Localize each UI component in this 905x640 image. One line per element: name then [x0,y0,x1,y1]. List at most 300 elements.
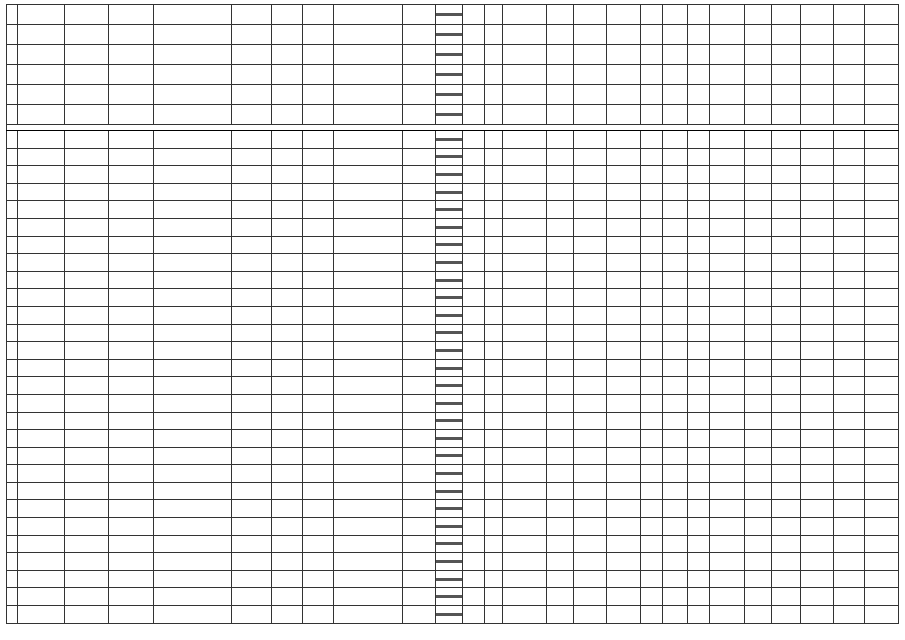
table-cell [333,430,402,448]
subrow [436,193,462,194]
table-cell [574,105,607,125]
table-cell [834,218,865,236]
table-cell [772,271,801,289]
table-cell [607,201,640,219]
subrow [436,404,462,405]
table-cell [800,85,833,105]
table-cell [402,105,435,125]
table-cell [800,324,833,342]
table-cell [231,606,271,624]
table-cell [271,412,302,430]
table-cell [865,254,899,272]
table-row [7,254,899,272]
stacked-subrows [436,419,462,422]
table-cell [607,148,640,166]
table-cell [302,377,333,395]
table-cell [800,289,833,307]
table-cell [109,535,153,553]
table-cell [231,131,271,149]
table-cell [302,430,333,448]
table-cell [663,518,687,536]
table-cell [502,5,546,25]
table-cell [502,570,546,588]
table-cell [18,289,65,307]
table-cell [402,482,435,500]
table-cell [607,500,640,518]
table-cell [436,131,463,149]
table-cell [7,430,18,448]
table-cell [271,359,302,377]
table-cell [865,306,899,324]
table-cell [865,324,899,342]
table-cell [547,377,574,395]
table-cell [402,447,435,465]
stacked-subrows [436,93,462,96]
table-row [7,271,899,289]
table-cell [231,394,271,412]
table-cell [745,447,772,465]
table-cell [547,324,574,342]
table-row [7,447,899,465]
table-cell [865,412,899,430]
table-cell [18,606,65,624]
table-cell [462,482,484,500]
table-cell [64,518,108,536]
table-cell [663,465,687,483]
table-cell [333,254,402,272]
table-cell [462,306,484,324]
table-cell [547,105,574,125]
table-row [7,359,899,377]
table-cell [153,131,231,149]
table-cell [687,570,709,588]
table-cell [302,447,333,465]
table-cell [109,85,153,105]
table-cell [709,359,745,377]
table-cell [271,518,302,536]
table-cell [436,218,463,236]
table-cell [462,570,484,588]
table-cell [547,447,574,465]
table-cell [231,306,271,324]
table-cell [574,218,607,236]
table-cell [231,85,271,105]
table-cell [64,236,108,254]
table-cell [834,236,865,254]
table-row [7,588,899,606]
table-cell [302,482,333,500]
table-cell [745,606,772,624]
table-cell [547,518,574,536]
table-cell [462,25,484,45]
table-cell [607,518,640,536]
table-cell [745,45,772,65]
table-cell [231,377,271,395]
table-cell [436,324,463,342]
table-cell [745,465,772,483]
table-cell [502,430,546,448]
table-cell [485,183,503,201]
table-cell [436,430,463,448]
table-cell [462,131,484,149]
table-cell [547,148,574,166]
table-cell [865,289,899,307]
table-cell [109,45,153,65]
table-cell [7,342,18,360]
table-row [7,183,899,201]
table-cell [271,342,302,360]
table-cell [574,148,607,166]
table-cell [607,430,640,448]
table-cell [709,430,745,448]
table-cell [687,45,709,65]
table-cell [663,306,687,324]
table-cell [231,342,271,360]
table-cell [663,606,687,624]
subrow [436,580,462,581]
table-cell [436,148,463,166]
table-cell [485,324,503,342]
table-cell [109,271,153,289]
table-cell [302,394,333,412]
table-cell [302,254,333,272]
table-cell [302,606,333,624]
table-cell [607,606,640,624]
table-cell [834,570,865,588]
table-cell [663,447,687,465]
table-cell [607,131,640,149]
table-cell [402,183,435,201]
table-cell [485,394,503,412]
table-cell [18,25,65,45]
table-cell [462,45,484,65]
subrow [436,140,462,141]
table-cell [834,289,865,307]
table-cell [640,306,662,324]
stacked-subrows [436,113,462,116]
table-cell [547,45,574,65]
table-cell [687,254,709,272]
table-cell [663,500,687,518]
stacked-subrows [436,454,462,457]
table-cell [333,289,402,307]
stacked-subrows [436,226,462,229]
table-cell [663,25,687,45]
table-cell [271,218,302,236]
table-cell [64,166,108,184]
table-cell [502,465,546,483]
table-cell [333,306,402,324]
table-cell [462,183,484,201]
table-cell [745,324,772,342]
table-cell [834,105,865,125]
table-cell [502,166,546,184]
table-cell [800,65,833,85]
table-cell [574,306,607,324]
table-cell [333,85,402,105]
table-cell [271,148,302,166]
table-cell [402,271,435,289]
table-cell [687,430,709,448]
stacked-subrows [436,525,462,528]
table-cell [64,324,108,342]
table-cell [485,465,503,483]
table-row [7,166,899,184]
table-cell [834,254,865,272]
table-cell [607,553,640,571]
table-cell [462,447,484,465]
table-cell [333,377,402,395]
table-cell [153,465,231,483]
table-cell [800,25,833,45]
table-cell [709,535,745,553]
table-cell [687,85,709,105]
table-cell [153,518,231,536]
table-cell [302,45,333,65]
table-cell [502,271,546,289]
table-cell [18,535,65,553]
table-cell [271,430,302,448]
table-cell [109,394,153,412]
table-cell [462,359,484,377]
table-cell [865,166,899,184]
table-cell [271,85,302,105]
table-cell [547,5,574,25]
table-cell [18,131,65,149]
table-cell [640,535,662,553]
table-cell [772,201,801,219]
table-cell [709,45,745,65]
table-cell [271,65,302,85]
table-cell [109,500,153,518]
subrow [436,245,462,246]
table-cell [7,500,18,518]
stacked-subrows [436,331,462,334]
table-cell [302,412,333,430]
table-cell [574,570,607,588]
table-cell [640,500,662,518]
table-cell [462,324,484,342]
table-cell [502,553,546,571]
table-cell [800,183,833,201]
table-cell [640,236,662,254]
table-cell [402,289,435,307]
table-cell [231,105,271,125]
table-cell [687,289,709,307]
subrow [436,369,462,370]
table-cell [607,166,640,184]
table-cell [462,553,484,571]
table-cell [462,85,484,105]
table-cell [231,289,271,307]
subrow [436,157,462,158]
table-cell [7,25,18,45]
table-cell [7,65,18,85]
table-cell [502,535,546,553]
table-cell [485,166,503,184]
table-row [7,201,899,219]
table-cell [485,588,503,606]
table-cell [772,218,801,236]
table-cell [709,201,745,219]
table-row [7,377,899,395]
table-cell [462,412,484,430]
stacked-subrows [436,208,462,211]
table-cell [800,306,833,324]
table-cell [745,105,772,125]
table-cell [834,5,865,25]
table-cell [18,359,65,377]
table-cell [231,218,271,236]
table-cell [574,500,607,518]
table-cell [772,5,801,25]
subrow [436,281,462,282]
table-cell [834,482,865,500]
table-cell [109,465,153,483]
table-cell [709,236,745,254]
table-cell [109,588,153,606]
table-cell [402,324,435,342]
table-cell [333,412,402,430]
table-cell [153,236,231,254]
table-cell [333,105,402,125]
table-cell [834,25,865,45]
table-cell [402,500,435,518]
table-cell [402,45,435,65]
table-cell [709,5,745,25]
table-cell [834,412,865,430]
table-cell [302,236,333,254]
table-cell [834,85,865,105]
table-cell [271,236,302,254]
table-cell [745,430,772,448]
table-row [7,482,899,500]
table-cell [18,447,65,465]
table-cell [865,131,899,149]
table-cell [18,324,65,342]
subrow [436,263,462,264]
table-cell [271,588,302,606]
table-cell [271,201,302,219]
table-cell [333,236,402,254]
table-cell [109,306,153,324]
table-cell [663,218,687,236]
table-cell [607,5,640,25]
subrow [436,439,462,440]
table-cell [64,535,108,553]
table-cell [231,500,271,518]
table-cell [502,394,546,412]
table-cell [302,183,333,201]
table-cell [502,45,546,65]
stacked-subrows [436,53,462,56]
table-cell [574,482,607,500]
table-cell [153,148,231,166]
table-cell [663,535,687,553]
table-cell [436,570,463,588]
table-cell [663,45,687,65]
table-cell [800,45,833,65]
table-cell [574,465,607,483]
table-cell [640,447,662,465]
table-cell [231,271,271,289]
table-cell [485,105,503,125]
table-cell [640,518,662,536]
table-cell [687,535,709,553]
table-cell [574,289,607,307]
table-cell [64,105,108,125]
table-cell [302,518,333,536]
table-cell [462,271,484,289]
table-cell [607,183,640,201]
table-cell [607,588,640,606]
table-cell [745,289,772,307]
table-cell [640,482,662,500]
table-cell [485,570,503,588]
table-cell [800,236,833,254]
table-cell [574,85,607,105]
table-cell [865,218,899,236]
table-cell [502,25,546,45]
table-cell [800,342,833,360]
table-cell [574,588,607,606]
table-cell [402,342,435,360]
table-cell [402,254,435,272]
table-cell [865,183,899,201]
table-cell [485,377,503,395]
table-cell [547,289,574,307]
table-cell [153,377,231,395]
table-row [7,412,899,430]
table-cell [547,588,574,606]
table-cell [574,236,607,254]
table-cell [834,201,865,219]
table-cell [402,218,435,236]
table-cell [687,553,709,571]
table-cell [153,500,231,518]
table-cell [485,254,503,272]
table-cell [109,342,153,360]
table-cell [64,65,108,85]
subrow [436,615,462,616]
stacked-subrows [436,243,462,246]
subrow [436,298,462,299]
table-cell [485,25,503,45]
table-cell [333,518,402,536]
table-cell [687,166,709,184]
table-cell [485,5,503,25]
table-cell [7,359,18,377]
table-cell [745,394,772,412]
table-cell [745,412,772,430]
table-cell [687,271,709,289]
table-cell [302,271,333,289]
table-cell [109,201,153,219]
table-cell [663,553,687,571]
table-cell [709,500,745,518]
table-cell [502,183,546,201]
table-cell [436,254,463,272]
table-cell [663,105,687,125]
table-cell [333,5,402,25]
stacked-subrows [436,173,462,176]
stacked-subrows [436,472,462,475]
table-cell [865,535,899,553]
table-cell [865,518,899,536]
table-cell [709,412,745,430]
table-cell [745,553,772,571]
table-cell [231,465,271,483]
